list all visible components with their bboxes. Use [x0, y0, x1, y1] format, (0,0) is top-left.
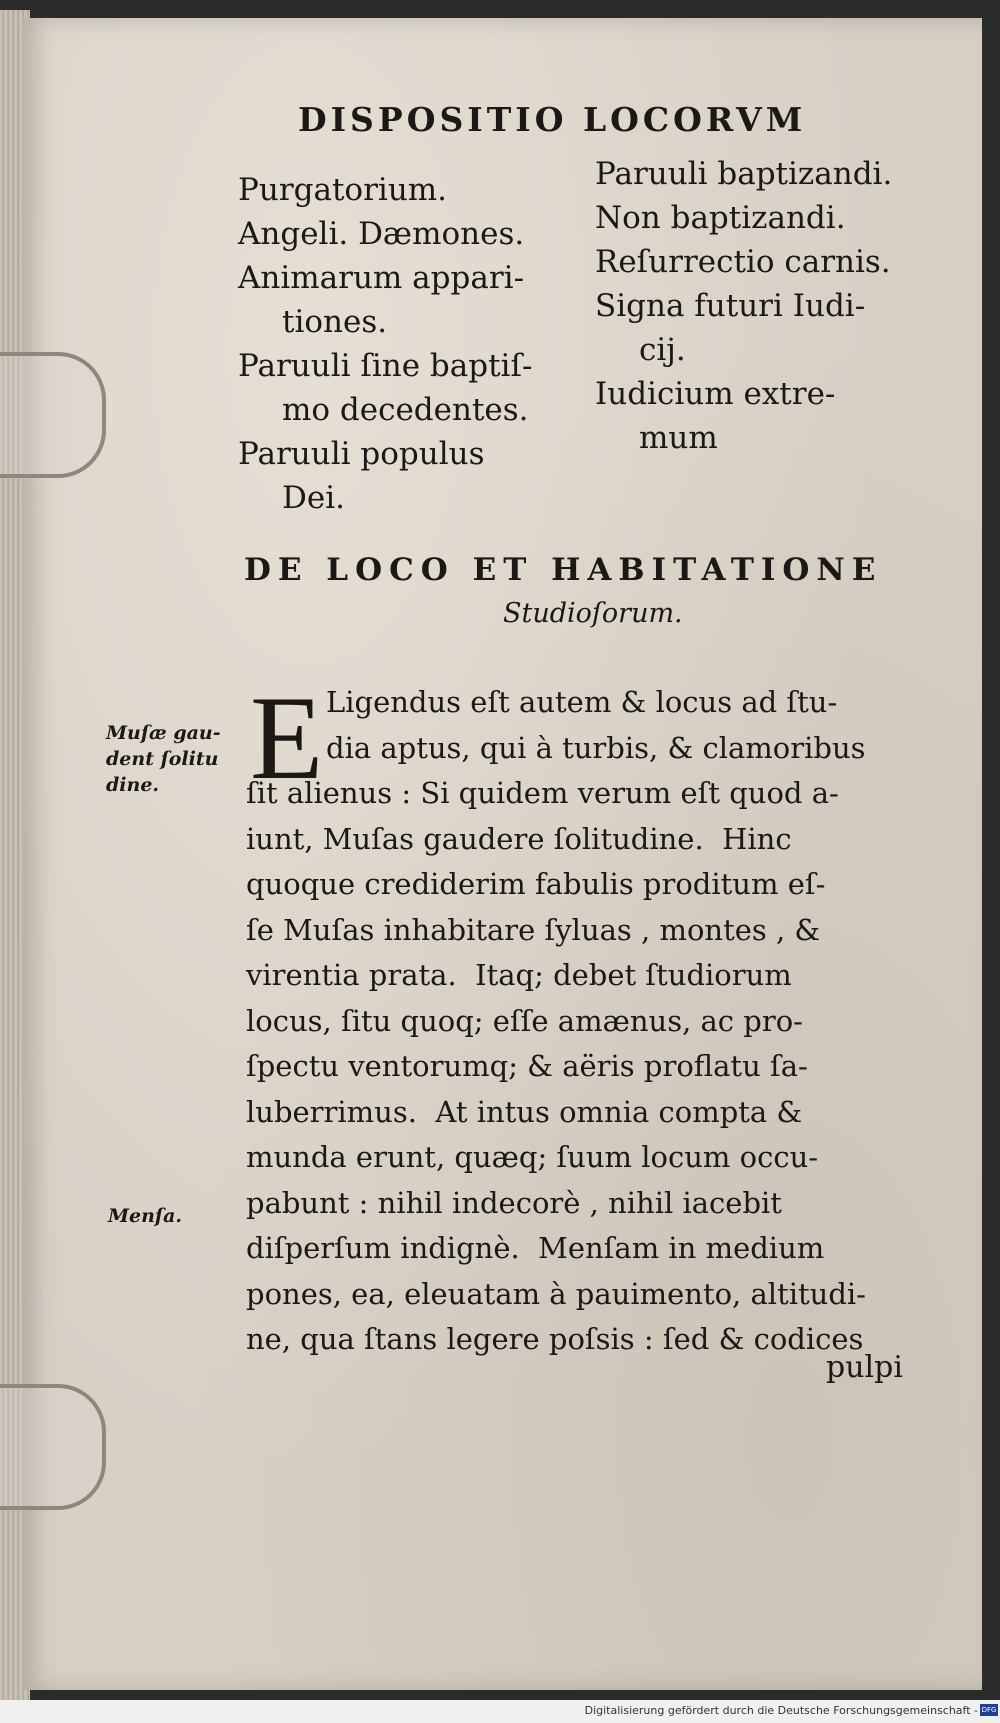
toc-right-column: [595, 152, 892, 460]
text-line: pabunt : nihil indecorè , nihil iacebit: [246, 1185, 782, 1220]
text-line: ſit alienus : Si quidem verum eſt quod a-: [246, 776, 839, 810]
toc-entry: Animarum appari-: [238, 260, 525, 296]
text-line: virentia prata. Itaq; debet ſtudiorum: [246, 958, 792, 992]
text-line: ſpectu ventorumq; & aëris proflatu ſa-: [246, 1049, 808, 1083]
toc-entry: Non baptizandi.: [595, 200, 846, 236]
body-paragraph: [246, 671, 934, 1363]
text-line: ne, qua ſtans legere poſsis : ſed & codices: [246, 1322, 864, 1356]
footer-credit: Digitalisierung gefördert durch die Deutsche Forschungsgemeinschaft -: [584, 1704, 978, 1717]
toc-entry: tiones.: [282, 304, 388, 340]
text-line: ſe Muſas inhabitare ſyluas , montes , &: [246, 912, 821, 947]
text-line: locus, ſitu quoq; eſſe amænus, ac pro-: [246, 1003, 803, 1038]
text-line: dia aptus, qui à turbis, & clamoribus: [326, 730, 866, 765]
toc-entry: Paruuli populus: [238, 436, 485, 472]
text-line: diſperſum indignè. Menſam in medium: [246, 1231, 825, 1265]
toc-entry: Paruuli ſine baptiſ-: [238, 348, 533, 384]
running-header: DISPOSITIO LOCORVM: [298, 100, 807, 139]
toc-entry: Dei.: [282, 480, 345, 516]
toc-entry: Angeli. Dæmones.: [238, 216, 525, 252]
toc-entry: cij.: [639, 332, 686, 368]
text-line: luberrimus. At intus omnia compta &: [246, 1094, 803, 1129]
toc-left-column: [238, 168, 532, 520]
text-line: munda erunt, quæq; ſuum locum occu-: [246, 1140, 819, 1174]
dfg-logo-icon: DFG: [981, 1706, 997, 1714]
text-line: Ligendus eſt autem & locus ad ſtu-: [326, 685, 838, 719]
section-subheading: Studioſorum.: [503, 598, 683, 629]
text-line: iunt, Muſas gaudere ſolitudine. Hinc: [246, 821, 792, 856]
margin-note-mensa: Menſa.: [108, 1205, 183, 1227]
text-line: quoque crediderim fabulis proditum eſ-: [246, 867, 826, 901]
toc-entry: Reſurrectio carnis.: [595, 244, 891, 280]
toc-entry: Iudicium extre-: [595, 376, 836, 412]
page-clip-bottom: [0, 1384, 106, 1510]
text-line: pones, ea, eleuatam à pauimento, altitudi-: [246, 1276, 866, 1311]
toc-entry: mo decedentes.: [282, 392, 529, 428]
margin-note-musae: Muſæ gau- dent ſolitu dine.: [106, 722, 221, 796]
page-clip-top: [0, 352, 106, 478]
toc-entry: mum: [639, 420, 718, 456]
toc-entry: Paruuli baptizandi.: [595, 156, 893, 192]
drop-capital: E: [250, 671, 324, 804]
toc-entry: Purgatorium.: [238, 172, 448, 208]
section-heading: DE LOCO ET HABITATIONE: [244, 552, 883, 588]
catchword: pulpi: [826, 1350, 903, 1385]
toc-entry: Signa futuri Iudi-: [595, 288, 866, 324]
